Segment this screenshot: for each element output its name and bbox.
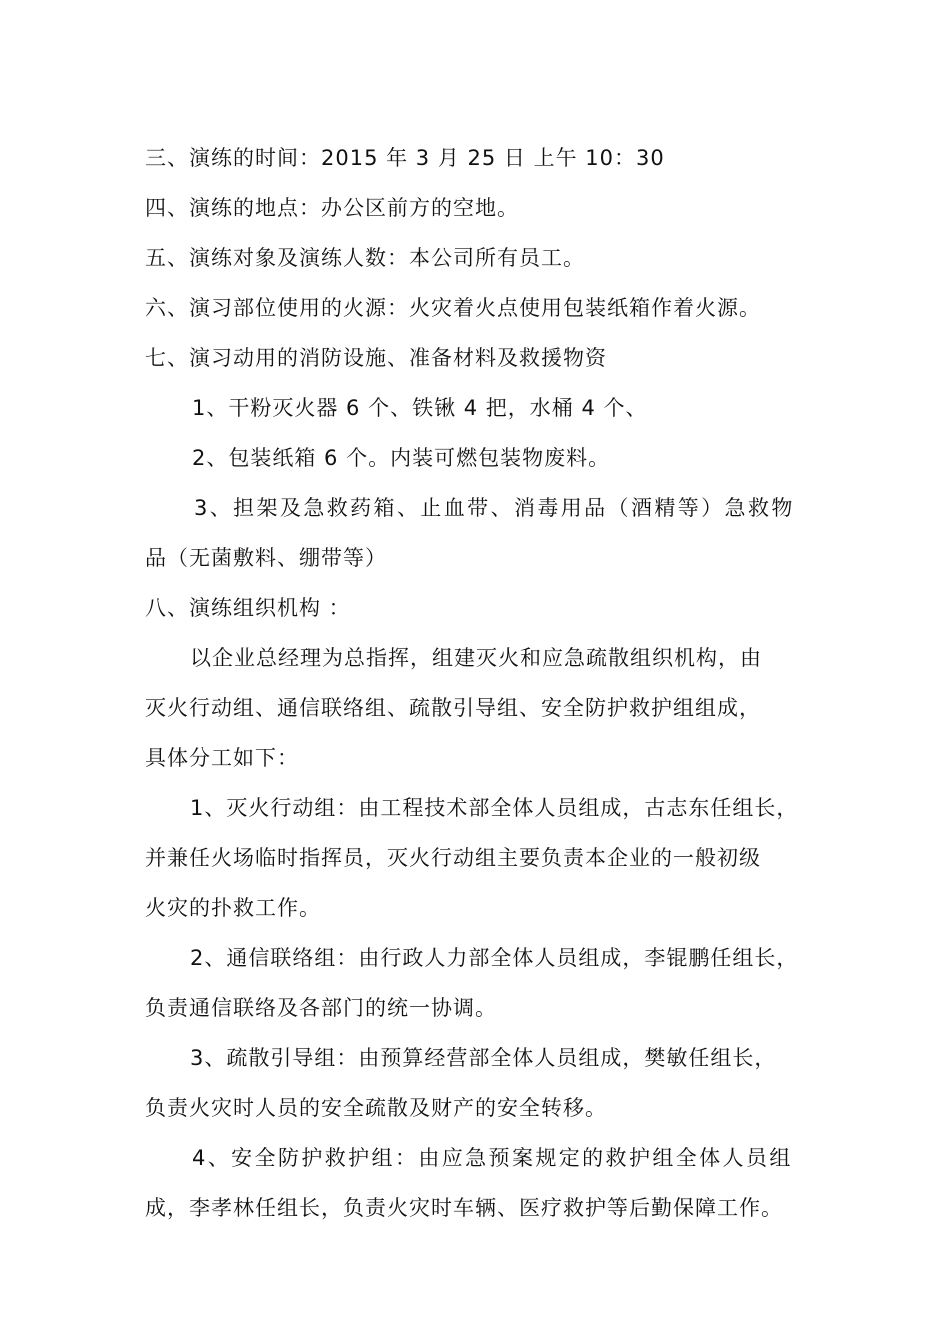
equipment-item-3-continued: 品（无菌敷料、绷带等）	[145, 546, 387, 570]
equipment-item-1: 1、干粉灭火器 6 个、铁锹 4 把，水桶 4 个、	[192, 396, 648, 420]
group-2-line-1: 2、通信联络组：由行政人力部全体人员组成，李锟鹏任组长，	[190, 946, 799, 970]
group-2-line-2: 负责通信联络及各部门的统一协调。	[145, 996, 497, 1020]
group-4-line-2: 成，李孝林任组长，负责火灾时车辆、医疗救护等后勤保障工作。	[145, 1196, 783, 1220]
group-4-line-1: 4、安全防护救护组：由应急预案规定的救护组全体人员组	[192, 1146, 793, 1170]
group-1-line-1: 1、灭火行动组：由工程技术部全体人员组成，古志东任组长，	[190, 796, 799, 820]
equipment-item-2: 2、包装纸箱 6 个。内装可燃包装物废料。	[192, 446, 611, 470]
equipment-item-3: 3、担架及急救药箱、止血带、消毒用品（酒精等）急救物	[194, 496, 795, 520]
section-four-drill-location: 四、演练的地点：办公区前方的空地。	[145, 196, 519, 220]
section-seven-equipment-heading: 七、演习动用的消防设施、准备材料及救援物资	[145, 346, 607, 370]
section-eight-organization-heading: 八、演练组织机构 ：	[145, 596, 351, 620]
group-1-line-2: 并兼任火场临时指挥员，灭火行动组主要负责本企业的一般初级	[145, 846, 761, 870]
section-five-drill-participants: 五、演练对象及演练人数：本公司所有员工。	[145, 246, 585, 270]
section-three-drill-time: 三、演练的时间：2015 年 3 月 25 日 上午 10：30	[145, 146, 665, 170]
group-3-line-1: 3、疏散引导组：由预算经营部全体人员组成，樊敏任组长，	[190, 1046, 777, 1070]
section-six-fire-source: 六、演习部位使用的火源：火灾着火点使用包装纸箱作着火源。	[145, 296, 761, 320]
group-3-line-2: 负责火灾时人员的安全疏散及财产的安全转移。	[145, 1096, 607, 1120]
group-1-line-3: 火灾的扑救工作。	[145, 896, 321, 920]
organization-paragraph-line-3: 具体分工如下：	[145, 746, 299, 770]
organization-paragraph-line-2: 灭火行动组、通信联络组、疏散引导组、安全防护救护组组成，	[145, 696, 761, 720]
organization-paragraph-line-1: 以企业总经理为总指挥，组建灭火和应急疏散组织机构，由	[190, 646, 762, 670]
